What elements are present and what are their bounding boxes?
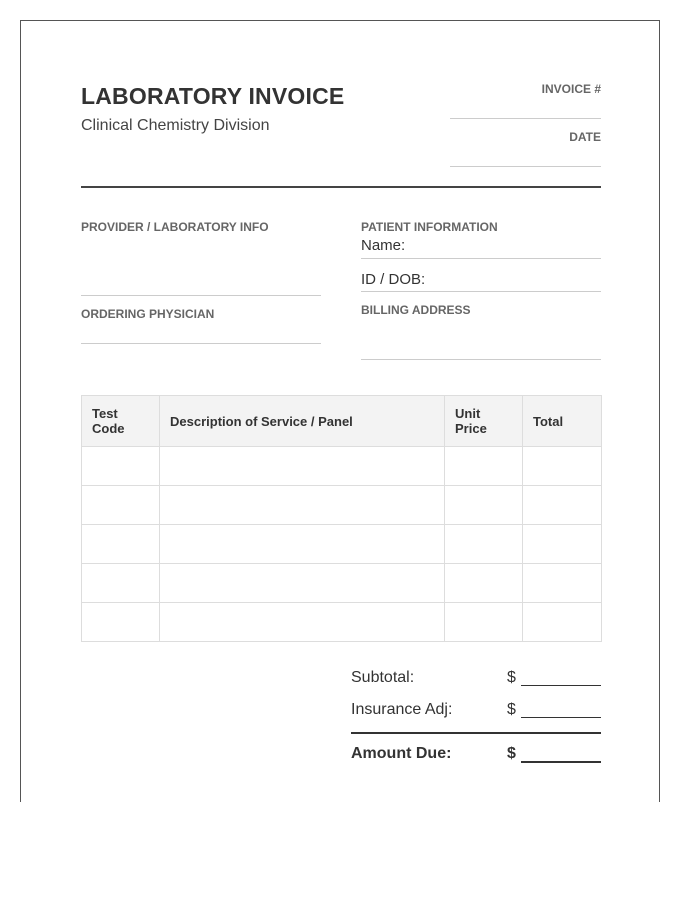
invoice-title: LABORATORY INVOICE bbox=[81, 83, 345, 109]
table-row bbox=[82, 447, 602, 486]
date-label: DATE bbox=[569, 130, 601, 144]
cell-unit-price[interactable] bbox=[445, 525, 523, 564]
cell-unit-price[interactable] bbox=[445, 564, 523, 603]
table-row bbox=[82, 603, 602, 642]
column-header-test-code: Test Code bbox=[82, 396, 160, 447]
subtotal-label: Subtotal: bbox=[351, 669, 415, 686]
cell-unit-price[interactable] bbox=[445, 603, 523, 642]
cell-test-code[interactable] bbox=[82, 486, 160, 525]
column-header-total: Total bbox=[523, 396, 602, 447]
cell-test-code[interactable] bbox=[82, 447, 160, 486]
cell-description[interactable] bbox=[160, 447, 445, 486]
provider-info-field[interactable] bbox=[81, 295, 321, 296]
table-row bbox=[82, 564, 602, 603]
ordering-physician-field[interactable] bbox=[81, 343, 321, 344]
cell-total[interactable] bbox=[523, 564, 602, 603]
patient-name-label: Name: bbox=[361, 237, 406, 254]
cell-total[interactable] bbox=[523, 486, 602, 525]
patient-id-dob-label: ID / DOB: bbox=[361, 271, 426, 288]
insurance-adj-field[interactable] bbox=[521, 717, 601, 718]
header-divider bbox=[81, 186, 601, 188]
invoice-number-field[interactable] bbox=[450, 118, 601, 119]
cell-description[interactable] bbox=[160, 486, 445, 525]
ordering-physician-label: ORDERING PHYSICIAN bbox=[81, 307, 215, 321]
cell-total[interactable] bbox=[523, 525, 602, 564]
subtotal-currency: $ bbox=[507, 669, 516, 686]
patient-name-field[interactable] bbox=[361, 258, 601, 259]
totals-divider bbox=[351, 732, 601, 734]
services-table bbox=[81, 395, 602, 642]
cell-test-code[interactable] bbox=[82, 525, 160, 564]
billing-address-label: BILLING ADDRESS bbox=[361, 303, 471, 317]
table-header-row bbox=[82, 396, 602, 447]
billing-address-field[interactable] bbox=[361, 359, 601, 360]
subtotal-field[interactable] bbox=[521, 685, 601, 686]
cell-total[interactable] bbox=[523, 447, 602, 486]
table-row bbox=[82, 525, 602, 564]
insurance-adj-currency: $ bbox=[507, 701, 516, 718]
division-subtitle: Clinical Chemistry Division bbox=[81, 117, 270, 134]
cell-total[interactable] bbox=[523, 603, 602, 642]
cell-unit-price[interactable] bbox=[445, 447, 523, 486]
patient-info-label: PATIENT INFORMATION bbox=[361, 220, 498, 234]
patient-id-dob-field[interactable] bbox=[361, 291, 601, 292]
amount-due-label: Amount Due: bbox=[351, 745, 452, 762]
amount-due-field[interactable] bbox=[521, 761, 601, 763]
provider-info-label: PROVIDER / LABORATORY INFO bbox=[81, 220, 269, 234]
date-field[interactable] bbox=[450, 166, 601, 167]
column-header-unit-price: Unit Price bbox=[445, 396, 523, 447]
table-row bbox=[82, 486, 602, 525]
cell-description[interactable] bbox=[160, 564, 445, 603]
cell-unit-price[interactable] bbox=[445, 486, 523, 525]
cell-description[interactable] bbox=[160, 603, 445, 642]
cell-test-code[interactable] bbox=[82, 564, 160, 603]
column-header-description: Description of Service / Panel bbox=[160, 396, 445, 447]
cell-description[interactable] bbox=[160, 525, 445, 564]
amount-due-currency: $ bbox=[507, 745, 516, 762]
invoice-number-label: INVOICE # bbox=[541, 82, 601, 96]
insurance-adj-label: Insurance Adj: bbox=[351, 701, 453, 718]
cell-test-code[interactable] bbox=[82, 603, 160, 642]
